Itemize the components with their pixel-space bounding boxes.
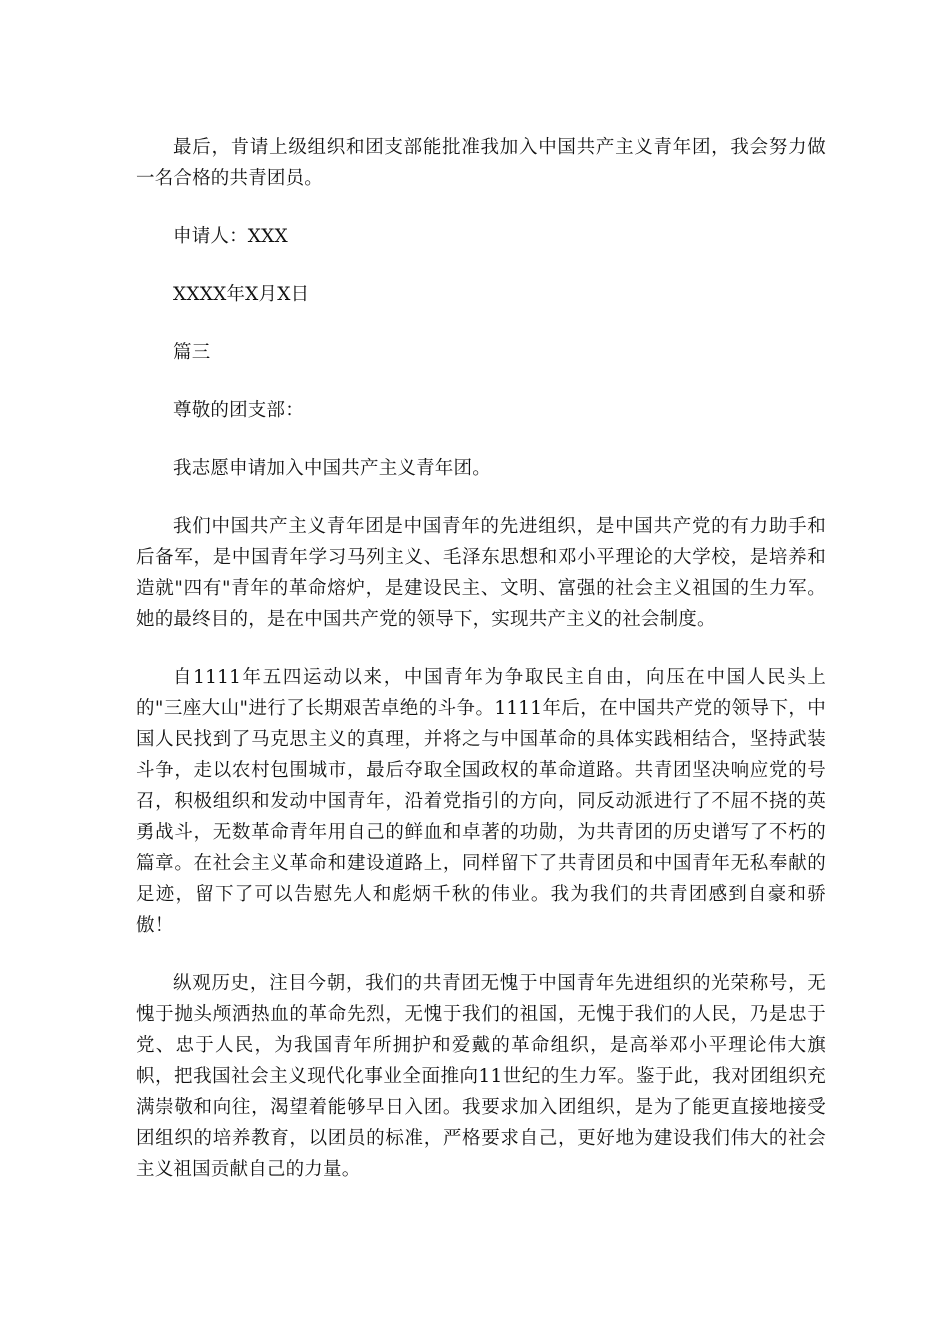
closing-paragraph: 最后，肯请上级组织和团支部能批准我加入中国共产主义青年团，我会努力做一名合格的共青团员。: [136, 137, 826, 189]
body-paragraph: 我们中国共产主义青年团是中国青年的先进组织，是中国共产党的有力助手和后备军，是中国青年学习马列主义、毛泽东思想和邓小平理论的大学校，是培养和造就"四有"青年的革命熔炉，是建设民主、文明、富强的社会主义祖国的生力军。她的最终目的，是在中国共产党的领导下，实现共产主义的社会制度。: [136, 516, 826, 630]
salutation: 尊敬的团支部：: [173, 400, 304, 421]
applicant-line: 申请人：XXX: [173, 226, 288, 247]
document-body: [136, 132, 826, 1212]
intro-paragraph: 我志愿申请加入中国共产主义青年团。: [173, 458, 491, 479]
section-heading: 篇三: [173, 342, 211, 363]
date-line: XXXX年X月X日: [173, 284, 310, 305]
body-paragraph: 自1111年五四运动以来，中国青年为争取民主自由，向压在中国人民头上的"三座大山"进行了长期艰苦卓绝的斗争。1111年后，在中国共产党的领导下，中国人民找到了马克思主义的真理，并将之与中国革命的具体实践相结合，坚持武装斗争，走以农村包围城市，最后夺取全国政权的革命道路。共青团坚决响应党的号召，积极组织和发动中国青年，沿着党指引的方向，同反动派进行了不屈不挠的英勇战斗，无数革命青年用自己的鲜血和卓著的功勋，为共青团的历史谱写了不朽的篇章。在社会主义革命和建设道路上，同样留下了共青团员和中国青年无私奉献的足迹，留下了可以告慰先人和彪炳千秋的伟业。我为我们的共青团感到自豪和骄傲！: [136, 667, 826, 936]
body-paragraph: 纵观历史，注目今朝，我们的共青团无愧于中国青年先进组织的光荣称号，无愧于抛头颅洒热血的革命先烈，无愧于我们的祖国，无愧于我们的人民，乃是忠于党、忠于人民，为我国青年所拥护和爱戴的革命组织，是高举邓小平理论伟大旗帜，把我国社会主义现代化事业全面推向11世纪的生力军。鉴于此，我对团组织充满崇敬和向往，渴望着能够早日入团。我要求加入团组织，是为了能更直接地接受团组织的培养教育，以团员的标准，严格要求自己，更好地为建设我们伟大的社会主义祖国贡献自己的力量。: [136, 973, 826, 1180]
